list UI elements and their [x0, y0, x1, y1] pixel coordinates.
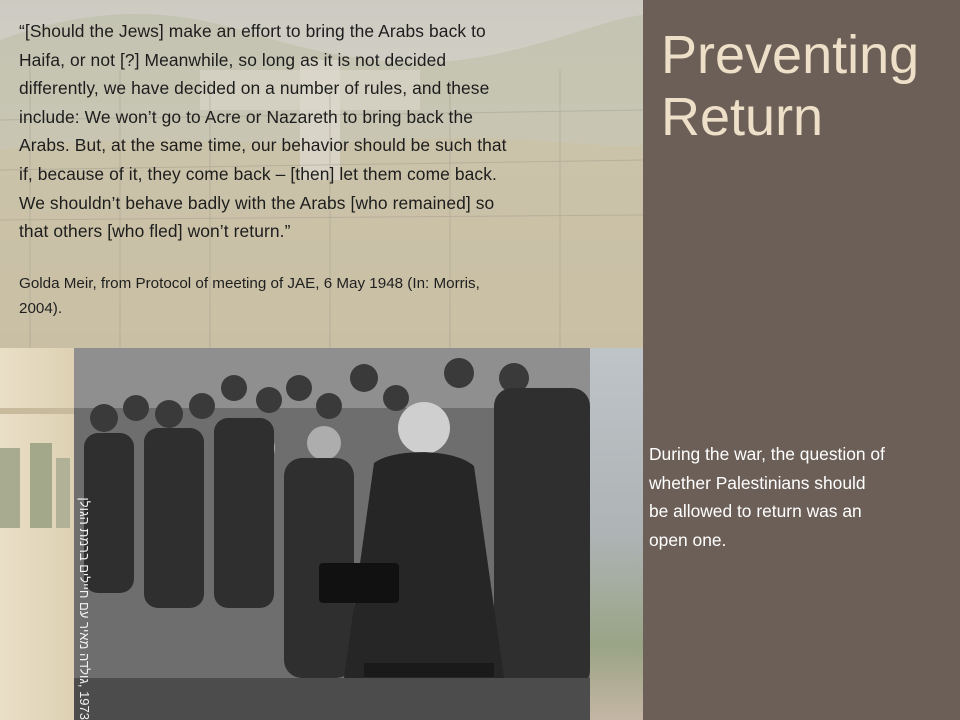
- body-line: whether Palestinians should: [649, 472, 866, 493]
- body-line: be allowed to return was an: [649, 501, 862, 522]
- quote-line: Haifa, or not [?] Meanwhile, so long as it is not decided: [19, 49, 447, 70]
- quote-line: We shouldn’t behave badly with the Arabs [who remained] so: [19, 192, 495, 213]
- quote-citation: [19, 271, 619, 321]
- body-line: open one.: [649, 529, 727, 550]
- landscape-strip-image: [588, 348, 643, 720]
- citation-line: 2004).: [19, 300, 63, 317]
- quote-line: Arabs. But, at the same time, our behavior should be such that: [19, 135, 507, 156]
- quote-line: differently, we have decided on a number of rules, and these: [19, 78, 490, 99]
- background-photo-bottom: [0, 348, 643, 720]
- slide-body-text: [649, 440, 949, 554]
- title-line: Preventing: [661, 25, 920, 85]
- quote-line: if, because of it, they come back – [then] let them come back.: [19, 163, 497, 184]
- quote-line: “[Should the Jews] make an effort to bring the Arabs back to: [19, 21, 486, 41]
- body-line: During the war, the question of: [649, 444, 885, 464]
- background-photo-top: [0, 0, 643, 348]
- quote-line: include: We won’t go to Acre or Nazareth to bring back the: [19, 106, 474, 127]
- building-wall-image: [0, 348, 80, 720]
- golda-meir-soldiers-photo: [74, 348, 590, 720]
- photo-credit-caption: 1973 ,גולדה מאיר עם חיילים ברמת הגולן: [77, 497, 92, 720]
- title-line: Return: [661, 87, 824, 147]
- citation-line: Golda Meir, from Protocol of meeting of JAE, 6 May 1948 (In: Morris,: [19, 275, 480, 292]
- quote-block: [19, 17, 619, 246]
- quote-line: that others [who fled] won’t return.”: [19, 221, 291, 242]
- slide-title: [661, 24, 951, 148]
